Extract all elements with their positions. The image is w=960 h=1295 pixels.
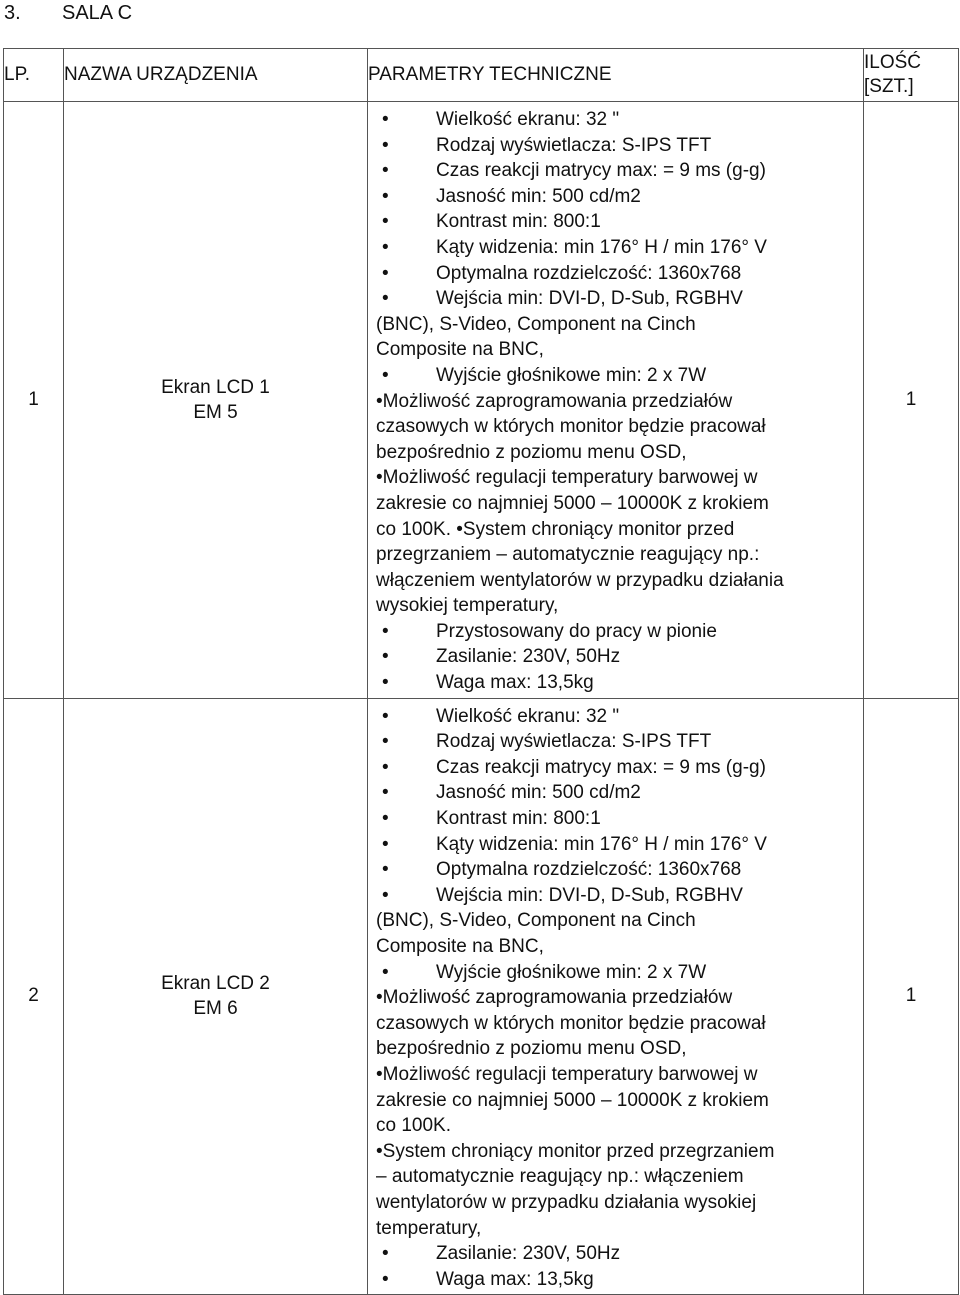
bullet-icon: • (382, 859, 389, 881)
section-heading (4, 2, 132, 25)
bullet-icon: • (382, 731, 389, 753)
bullet-icon: • (382, 782, 389, 804)
header-quantity-line1: ILOŚĆ (864, 52, 922, 73)
param-line: • Rodzaj wyświetlacza: S-IPS TFT (376, 729, 859, 755)
param-line: zakresie co najmniej 5000 – 10000K z krokiem (376, 1089, 769, 1111)
header-technical-parameters: PARAMETRY TECHNICZNE (368, 49, 864, 102)
param-line: • Jasność min: 500 cd/m2 (376, 184, 859, 210)
param-line: co 100K. (376, 1115, 451, 1137)
param-line: • Przystosowany do pracy w pionie (376, 619, 859, 645)
param-line: (BNC), S-Video, Component na Cinch (376, 313, 696, 335)
bullet-icon: • (382, 160, 389, 182)
header-quantity-line2: [SZT.] (864, 76, 914, 97)
param-line: wentylatorów w przypadku działania wysokiej (376, 1191, 757, 1213)
param-line: • Wejścia min: DVI-D, D-Sub, RGBHV (376, 286, 859, 312)
technical-parameters (368, 698, 864, 1295)
param-line: (BNC), S-Video, Component na Cinch (376, 910, 696, 932)
device-name-line2: EM 6 (193, 998, 238, 1020)
bullet-icon: • (382, 134, 389, 156)
param-line: • Kąty widzenia: min 176° H / min 176° V (376, 832, 859, 858)
bullet-icon: • (382, 672, 389, 694)
param-line: • Waga max: 13,5kg (376, 670, 859, 696)
device-name-line1: Ekran LCD 1 (161, 376, 270, 398)
row-number: 2 (4, 698, 64, 1295)
param-line: •Możliwość regulacji temperatury barwowej w (376, 467, 758, 489)
param-line: • Wielkość ekranu: 32 " (376, 107, 859, 133)
param-line: • Kontrast min: 800:1 (376, 209, 859, 235)
bullet-icon: • (382, 646, 389, 668)
param-line: • Wielkość ekranu: 32 " (376, 704, 859, 730)
bullet-icon: • (382, 109, 389, 130)
param-line: co 100K. •System chroniący monitor przed (376, 518, 735, 540)
section-number: 3. (4, 2, 21, 24)
bullet-icon: • (382, 833, 389, 855)
section-title: SALA C (62, 2, 133, 24)
param-line: bezpośrednio z poziomu menu OSD, (376, 1038, 687, 1060)
param-line: •Możliwość regulacji temperatury barwowej w (376, 1063, 758, 1085)
device-name (64, 102, 368, 699)
param-line: • Wejścia min: DVI-D, D-Sub, RGBHV (376, 883, 859, 909)
table-row (4, 102, 959, 699)
bullet-icon: • (382, 961, 389, 983)
quantity: 1 (864, 698, 959, 1295)
param-line: • Optymalna rozdzielczość: 1360x768 (376, 261, 859, 287)
device-name (64, 698, 368, 1295)
param-line: • Waga max: 13,5kg (376, 1267, 859, 1293)
header-row (4, 49, 959, 102)
header-lp: LP. (4, 49, 64, 102)
param-line: zakresie co najmniej 5000 – 10000K z krokiem (376, 492, 769, 514)
param-line: •Możliwość zaprogramowania przedziałów (376, 390, 733, 412)
param-line: czasowych w których monitor będzie pracował (376, 1012, 766, 1034)
param-line: przegrzaniem – automatycznie reagujący np.: (376, 544, 760, 566)
param-line: Composite na BNC, (376, 936, 544, 957)
bullet-icon: • (382, 236, 389, 258)
bullet-icon: • (382, 288, 389, 310)
header-quantity (864, 49, 959, 102)
param-line: •Możliwość zaprogramowania przedziałów (376, 987, 733, 1009)
bullet-icon: • (382, 756, 389, 778)
param-line: • Zasilanie: 230V, 50Hz (376, 644, 859, 670)
param-line: czasowych w których monitor będzie pracował (376, 416, 766, 438)
param-line: • Wyjście głośnikowe min: 2 x 7W (376, 960, 859, 986)
param-line: •System chroniący monitor przed przegrzaniem (376, 1140, 775, 1162)
bullet-icon: • (382, 884, 389, 906)
param-line: • Jasność min: 500 cd/m2 (376, 780, 859, 806)
bullet-icon: • (382, 1268, 389, 1290)
param-line: • Optymalna rozdzielczość: 1360x768 (376, 857, 859, 883)
device-name-line1: Ekran LCD 2 (161, 973, 270, 995)
bullet-icon: • (382, 364, 389, 386)
bullet-icon: • (382, 1243, 389, 1265)
bullet-icon: • (382, 185, 389, 207)
param-line: • Zasilanie: 230V, 50Hz (376, 1241, 859, 1267)
bullet-icon: • (382, 808, 389, 830)
param-line: • Czas reakcji matrycy max: = 9 ms (g-g) (376, 755, 859, 781)
param-line: • Czas reakcji matrycy max: = 9 ms (g-g) (376, 158, 859, 184)
bullet-icon: • (382, 705, 389, 727)
equipment-spec-table (3, 48, 959, 1295)
param-line: • Kąty widzenia: min 176° H / min 176° V (376, 235, 859, 261)
param-line: Composite na BNC, (376, 339, 544, 361)
param-line: • Wyjście głośnikowe min: 2 x 7W (376, 363, 859, 389)
header-device-name: NAZWA URZĄDZENIA (64, 49, 368, 102)
bullet-icon: • (382, 262, 389, 284)
param-line: • Rodzaj wyświetlacza: S-IPS TFT (376, 133, 859, 159)
param-line: temperatury, (376, 1217, 482, 1239)
row-number: 1 (4, 102, 64, 699)
table-row (4, 698, 959, 1295)
technical-parameters (368, 102, 864, 699)
quantity: 1 (864, 102, 959, 699)
param-line: wysokiej temperatury, (376, 595, 559, 617)
param-line: – automatycznie reagujący np.: włączeniem (376, 1166, 744, 1188)
device-name-line2: EM 5 (193, 401, 238, 423)
param-line: włączeniem wentylatorów w przypadku działania (376, 569, 784, 591)
bullet-icon: • (382, 211, 389, 233)
param-line: • Kontrast min: 800:1 (376, 806, 859, 832)
param-line: bezpośrednio z poziomu menu OSD, (376, 441, 687, 463)
bullet-icon: • (382, 620, 389, 642)
